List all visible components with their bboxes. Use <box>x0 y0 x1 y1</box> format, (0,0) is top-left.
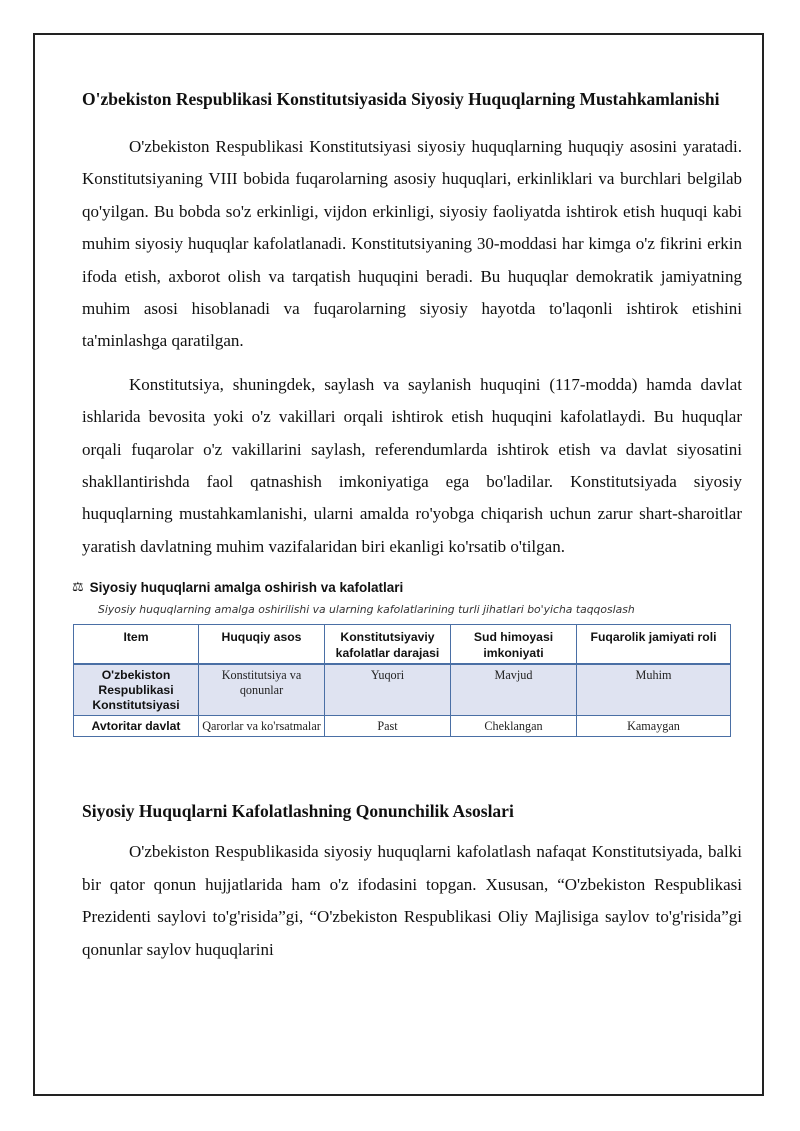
column-header: Fuqarolik jamiyati roli <box>577 625 731 665</box>
body-paragraph: O'zbekiston Respublikasida siyosiy huquqlarni kafolatlash nafaqat Konstitutsiyada, balki bir qator qonun hujjatlarida ham o'z ifodasini topgan. Xususan, “O'zbekiston Respublikasi Prezidenti saylovi to'g'risida”gi, “O'zbekiston Respublikasi Oliy Majlisiga saylov to'g'risida”gi qonunlar saylov huquqlarini <box>82 842 742 959</box>
table-cell: Cheklangan <box>451 716 577 737</box>
table-title <box>72 579 742 595</box>
table-row <box>74 664 731 716</box>
column-header: Konstitutsiyaviy kafolatlar darajasi <box>325 625 451 665</box>
document-body <box>72 88 742 966</box>
column-header: Sud himoyasi imkoniyati <box>451 625 577 665</box>
table-row <box>74 716 731 737</box>
table-subtitle: Siyosiy huquqlarning amalga oshirilishi va ularning kafolatlarining turli jihatlari bo'yicha taqqoslash <box>98 603 635 617</box>
row-label: Avtoritar davlat <box>74 716 199 737</box>
table-cell: Konstitutsiya va qonunlar <box>199 664 325 716</box>
comparison-table <box>73 624 731 737</box>
table-cell: Mavjud <box>451 664 577 716</box>
body-paragraph: O'zbekiston Respublikasi Konstitutsiyasi siyosiy huquqlarning huquqiy asosini yaratadi. Konstitutsiyaning VIII bobida fuqarolarning asosiy huquqlari, erkinliklari va burchlari belgilab qo'yilgan. Bu bobda so'z erkinligi, vijdon erkinligi, siyosiy faoliyatda ishtirok etish huquqi kabi muhim siyosiy huquqlar kafolatlanadi. Konstitutsiyaning 30-moddasi har kimga o'z fikrini erkin ifoda etish, axborot olish va tarqatish huquqini beradi. Bu huquqlar demokratik jamiyatning muhim asosi hisoblanadi va fuqarolarning siyosiy hayotda to'laqonli ishtirok etishini ta'minlashga qaratilgan. <box>82 137 742 351</box>
body-paragraph: Konstitutsiya, shuningdek, saylash va saylanish huquqini (117-modda) hamda davlat ishlarida bevosita yoki o'z vakillari orqali ishtirok etish huquqini kafolatlaydi. Bu huquqlar orqali fuqarolar o'z vakillarini saylash, referendumlarda ishtirok etish va davlat siyosatini shakllantirishda faol qatnashish imkoniyatiga ega bo'ladilar. Konstitutsiyada siyosiy huquqlarning mustahkamlanishi, ularni amalda ro'yobga chiqarish uchun zarur shart-sharoitlar yaratish davlatning muhim vazifalaridan biri ekanligi ko'rsatib o'tilgan. <box>82 374 742 556</box>
column-header: Item <box>74 625 199 665</box>
table-cell: Kamaygan <box>577 716 731 737</box>
row-label: O'zbekiston Respublikasi Konstitutsiyasi <box>74 664 199 716</box>
table-title-text: Siyosiy huquqlarni amalga oshirish va kafolatlari <box>89 579 404 595</box>
table-header-row <box>74 625 731 665</box>
section-heading: Siyosiy Huquqlarni Kafolatlashning Qonunchilik Asoslari <box>82 801 514 822</box>
table-cell: Qarorlar va ko'rsatmalar <box>199 716 325 737</box>
table-cell: Yuqori <box>325 664 451 716</box>
section-heading: O'zbekiston Respublikasi Konstitutsiyasida Siyosiy Huquqlarning Mustahkamlanishi <box>82 89 720 109</box>
table-cell: Muhim <box>577 664 731 716</box>
scale-icon: ⚖ <box>72 579 84 595</box>
column-header: Huquqiy asos <box>199 625 325 665</box>
table-cell: Past <box>325 716 451 737</box>
